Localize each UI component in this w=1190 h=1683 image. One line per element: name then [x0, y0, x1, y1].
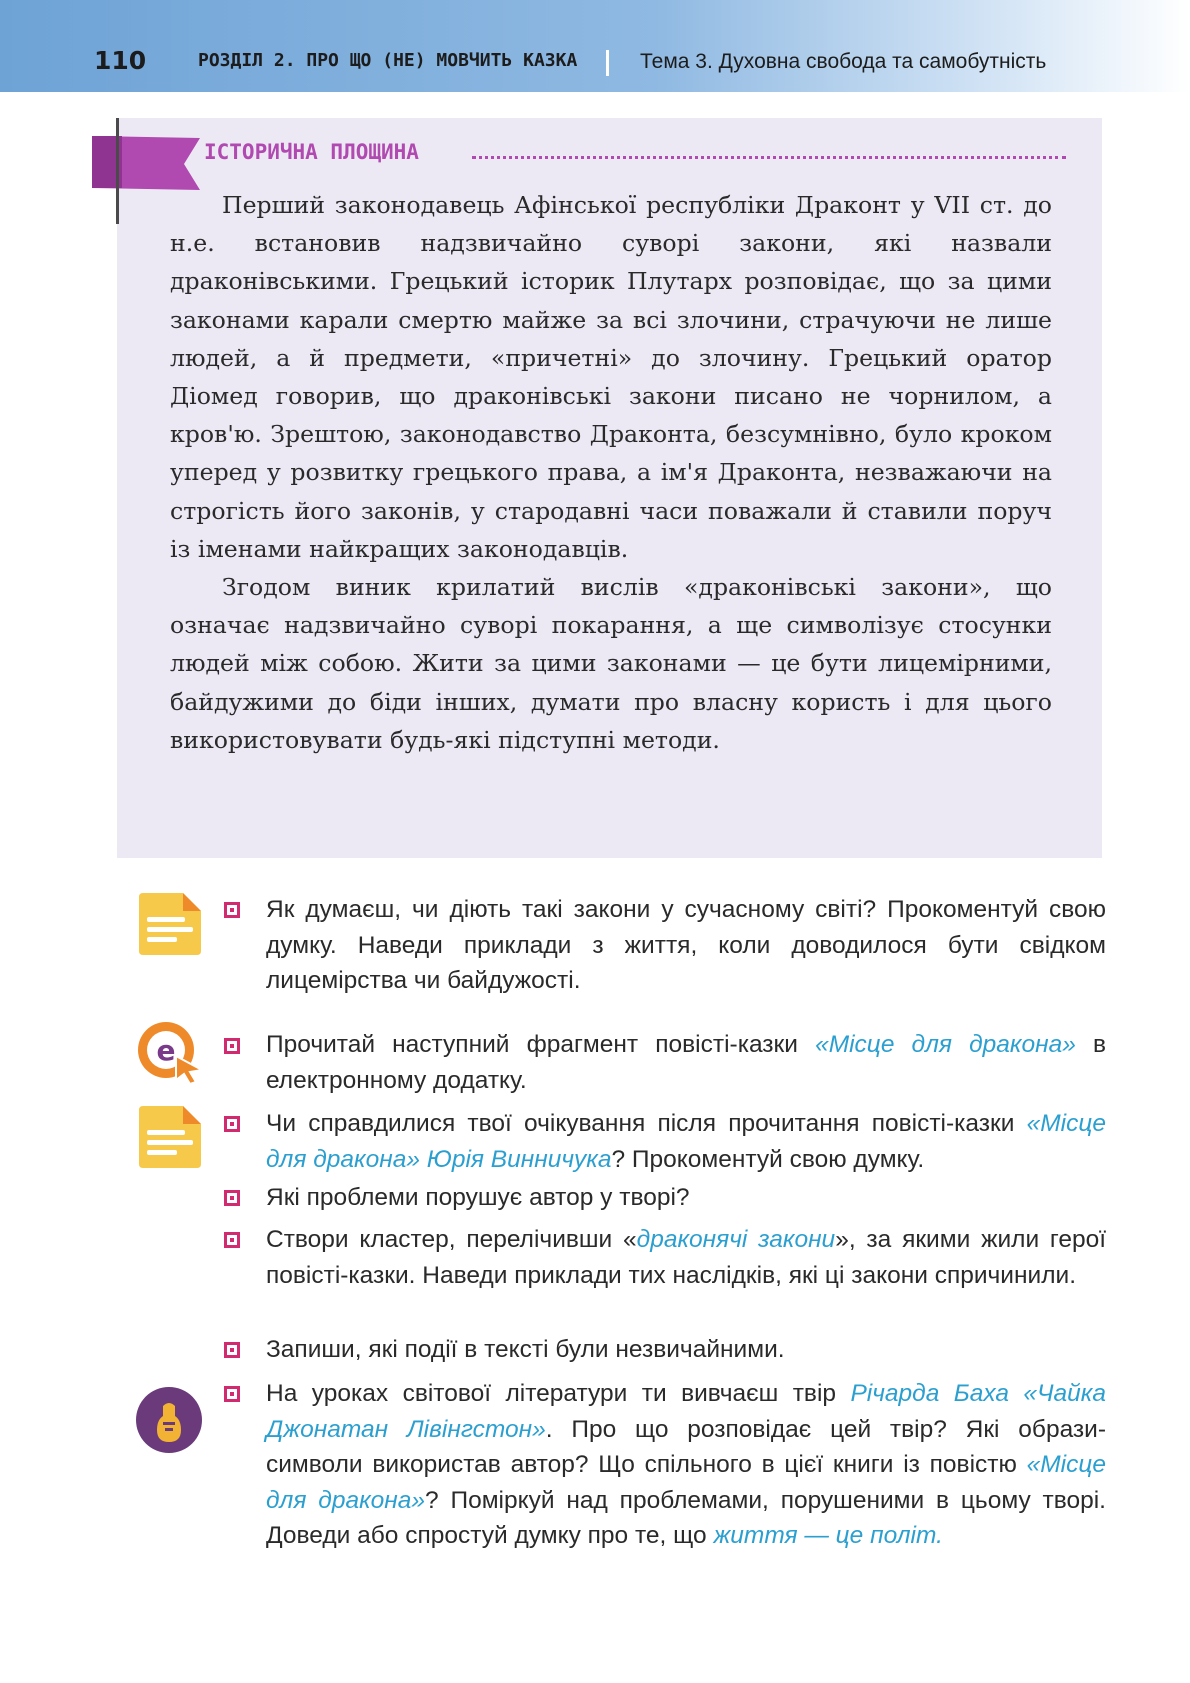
page-header: [0, 0, 1190, 92]
task-3: [266, 1106, 1106, 1177]
page-number: 110: [94, 46, 147, 75]
task-7-text: На уроках світової літератури ти вивчаєш твір: [266, 1380, 851, 1407]
notes-icon: [139, 1106, 201, 1172]
historical-paragraph-1: Перший законодавець Афінської республіки Драконт у VII ст. до н.е. встановив надзвичайно суворі закони, які назвали драконівськими. Грецький історик Плутарх розповідає, що за цими законами карали смертю майже за всі злочини, страчуючи не лише людей, а й предмети, «причетні» до злочину. Грецький оратор Діомед говорив, що драконівські закони писано не чорнилом, а кров'ю. Зрештою, законодавство Драконта, безсумнівно, було кроком уперед у розвитку грецького права, а ім'я Драконта, незважаючи на строгість його законів, у стародавні часи поважали й ставили поруч із іменами найкращих законодавців.: [170, 191, 1052, 563]
task-bullet: [224, 1038, 240, 1054]
task-7-highlight-2: «Місце для дракона»: [266, 1451, 1106, 1514]
task-3-text: Чи справдилися твої очікування після прочитання повісті-казки: [266, 1110, 1027, 1137]
topic-title: Тема 3. Духовна свобода та самобутність: [640, 50, 1047, 73]
e-resource-icon: [136, 1020, 206, 1088]
task-5: [266, 1222, 1106, 1293]
task-6: Запиши, які події в тексті були незвичайними.: [266, 1336, 785, 1363]
task-bullet: [224, 1190, 240, 1206]
historical-paragraph-2: Згодом виник крилатий вислів «драконівські закони», що означає надзвичайно суворі покарання, а ще символізує стосунки людей між собою. Жити за цими законами — це бути лицемірними, байдужими до біди інших, думати про власну користь і для цього використовувати будь-які підступні методи.: [170, 573, 1052, 754]
task-2-text-end: в електронному додатку.: [266, 1031, 1106, 1094]
task-7: [266, 1376, 1106, 1554]
header-divider: [606, 50, 609, 76]
task-2: [266, 1027, 1106, 1098]
task-7-highlight-3: життя — це політ.: [713, 1522, 943, 1550]
task-5-highlight: драконячі закони: [636, 1226, 836, 1253]
flag-pole: [116, 118, 119, 224]
task-7-text-mid-2: ? Поміркуй над проблемами, порушеними в цьому творі. Доведи або спростуй думку про те, що: [266, 1486, 1106, 1550]
historical-title: ІСТОРИЧНА ПЛОЩИНА: [204, 140, 419, 164]
world-literature-icon: [135, 1386, 203, 1458]
task-bullet: [224, 1116, 240, 1132]
title-dotted-line: [472, 156, 1066, 159]
task-7-text-mid: . Про що розповідає цей твір? Які образи-символи використав автор? Що спільного в цієї книги із повістю: [266, 1415, 1107, 1479]
historical-text: [170, 186, 1052, 759]
svg-text:e: e: [156, 1034, 176, 1067]
task-bullet: [224, 902, 240, 918]
task-1: Як думаєш, чи діють такі закони у сучасному світі? Прокоментуй свою думку. Наведи приклади з життя, коли доводилося бути свідком лицемірства чи байдужості.: [266, 896, 1106, 995]
task-bullet: [224, 1342, 240, 1358]
task-2-text: Прочитай наступний фрагмент повісті-казки: [266, 1031, 816, 1058]
task-3-highlight: «Місце для дракона» Юрія Винничука: [266, 1110, 1106, 1173]
task-5-text-end: », за якими жили герої повісті-казки. Наведи приклади тих наслідків, які ці закони спричинили.: [266, 1226, 1107, 1289]
task-4: Які проблеми порушує автор у творі?: [266, 1184, 690, 1211]
task-5-text: Створи кластер, перелічивши «: [266, 1226, 637, 1253]
task-2-link[interactable]: «Місце для дракона»: [815, 1031, 1076, 1058]
notes-icon: [139, 893, 201, 959]
section-title: РОЗДІЛ 2. ПРО ЩО (НЕ) МОВЧИТЬ КАЗКА: [198, 50, 578, 71]
task-7-highlight: Річарда Баха «Чайка Джонатан Лівінгстон»: [266, 1380, 1106, 1443]
task-bullet: [224, 1232, 240, 1248]
task-3-text-end: ? Прокоментуй свою думку.: [611, 1145, 925, 1173]
task-bullet: [224, 1386, 240, 1402]
